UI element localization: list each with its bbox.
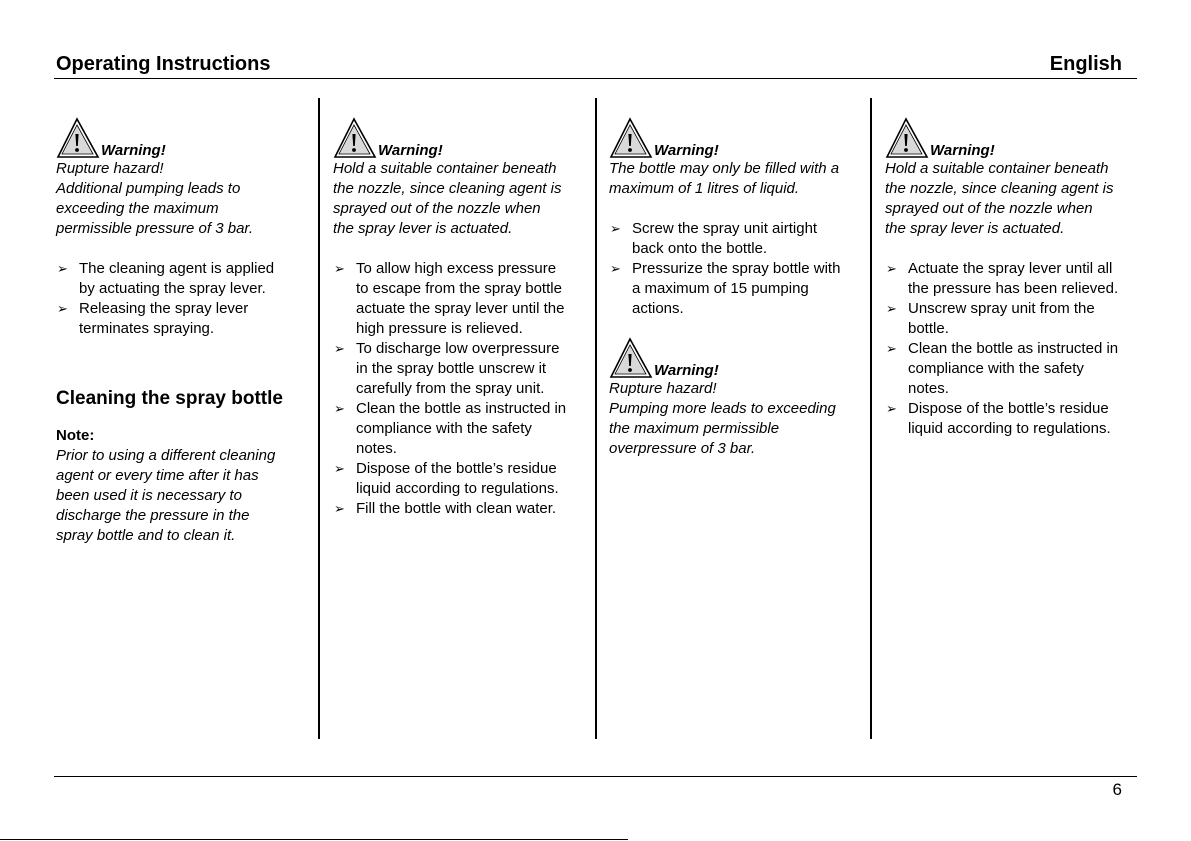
bullet-item — [609, 219, 859, 259]
bullet-item — [333, 339, 583, 399]
warning-label: Warning! — [101, 142, 166, 159]
note-text: discharge the pressure in the — [56, 507, 250, 524]
bullet-line: notes. — [908, 380, 949, 397]
header-rule — [54, 78, 1137, 79]
warning-triangle-icon — [56, 117, 100, 159]
column-1 — [56, 117, 306, 546]
bullet-line: The cleaning agent is applied — [79, 260, 275, 277]
warning-text: Rupture hazard! — [56, 160, 164, 177]
bullet-item — [333, 499, 583, 519]
bullet-line: To allow high excess pressure — [356, 260, 557, 277]
note-label: Note: — [56, 427, 95, 444]
bullet-line: liquid according to regulations. — [356, 480, 559, 497]
arrow-bullet-icon: ➢ — [610, 221, 621, 236]
bullet-line: Dispose of the bottle’s residue — [908, 400, 1109, 417]
warning-text: the nozzle, since cleaning agent is — [333, 180, 562, 197]
bullet-line: to escape from the spray bottle — [356, 280, 562, 297]
bullet-line: Releasing the spray lever — [79, 300, 249, 317]
warning-text: Pumping more leads to exceeding — [609, 400, 836, 417]
bullet-item — [885, 259, 1135, 299]
bullet-line: Unscrew spray unit from the — [908, 300, 1095, 317]
page-title: Operating Instructions — [56, 53, 271, 75]
note-text: agent or every time after it has — [56, 467, 259, 484]
bullet-line: by actuating the spray lever. — [79, 280, 266, 297]
warning-label: Warning! — [654, 142, 719, 159]
warning-text: Rupture hazard! — [609, 380, 717, 397]
bullet-line: in the spray bottle unscrew it — [356, 360, 547, 377]
warning-label: Warning! — [378, 142, 443, 159]
warning-triangle-icon — [333, 117, 377, 159]
warning-text: the nozzle, since cleaning agent is — [885, 180, 1114, 197]
arrow-bullet-icon: ➢ — [334, 401, 345, 416]
bullet-list — [885, 259, 1135, 439]
warning-text: sprayed out of the nozzle when — [333, 200, 541, 217]
bullet-line: compliance with the safety — [356, 420, 532, 437]
warning-text: The bottle may only be filled with a — [609, 160, 840, 177]
column-divider — [595, 98, 597, 739]
column-divider — [318, 98, 320, 739]
warning-text: Additional pumping leads to — [56, 180, 241, 197]
bullet-list — [333, 259, 583, 519]
bullet-item — [56, 259, 306, 299]
warning-block — [56, 117, 306, 239]
warning-text: Hold a suitable container beneath — [885, 160, 1109, 177]
bullet-item — [333, 399, 583, 459]
note-block — [56, 426, 306, 546]
bullet-line: actuate the spray lever until the — [356, 300, 565, 317]
bullet-line: terminates spraying. — [79, 320, 215, 337]
bullet-line: Pressurize the spray bottle with — [632, 260, 841, 277]
column-3 — [609, 117, 859, 459]
arrow-bullet-icon: ➢ — [610, 261, 621, 276]
warning-text: maximum of 1 litres of liquid. — [609, 180, 800, 197]
bullet-line: a maximum of 15 pumping — [632, 280, 809, 297]
warning-text: permissible pressure of 3 bar. — [56, 220, 254, 237]
arrow-bullet-icon: ➢ — [334, 261, 345, 276]
warning-block — [333, 117, 583, 239]
bullet-item — [609, 259, 859, 319]
warning-label: Warning! — [930, 142, 995, 159]
arrow-bullet-icon: ➢ — [886, 301, 897, 316]
bullet-line: bottle. — [908, 320, 949, 337]
column-2 — [333, 117, 583, 519]
warning-block — [885, 117, 1135, 239]
arrow-bullet-icon: ➢ — [57, 301, 68, 316]
warning-label: Warning! — [654, 362, 719, 379]
bullet-line: Fill the bottle with clean water. — [356, 500, 557, 517]
bullet-line: high pressure is relieved. — [356, 320, 523, 337]
bullet-line: To discharge low overpressure — [356, 340, 560, 357]
bottom-edge-rule — [0, 839, 628, 840]
page-number: 6 — [1112, 780, 1122, 799]
bullet-line: Clean the bottle as instructed in — [356, 400, 567, 417]
bullet-item — [333, 259, 583, 339]
language-label: English — [1049, 53, 1122, 75]
bullet-line: Screw the spray unit airtight — [632, 220, 818, 237]
arrow-bullet-icon: ➢ — [886, 341, 897, 356]
warning-text: the spray lever is actuated. — [885, 220, 1065, 237]
bullet-item — [885, 339, 1135, 399]
bullet-item — [885, 299, 1135, 339]
arrow-bullet-icon: ➢ — [334, 501, 345, 516]
column-divider — [870, 98, 872, 739]
arrow-bullet-icon: ➢ — [334, 341, 345, 356]
warning-block — [609, 337, 859, 459]
bullet-line: carefully from the spray unit. — [356, 380, 545, 397]
warning-heading — [609, 337, 859, 379]
warning-heading — [885, 117, 1135, 159]
warning-text: Hold a suitable container beneath — [333, 160, 557, 177]
bullet-line: Actuate the spray lever until all — [908, 260, 1113, 277]
warning-heading — [333, 117, 583, 159]
section-heading: Cleaning the spray bottle — [56, 388, 283, 409]
bullet-list — [609, 219, 859, 319]
warning-text: overpressure of 3 bar. — [609, 440, 756, 457]
footer-rule — [54, 776, 1137, 777]
warning-heading — [56, 117, 306, 159]
warning-triangle-icon — [885, 117, 929, 159]
bullet-line: notes. — [356, 440, 397, 457]
arrow-bullet-icon: ➢ — [334, 461, 345, 476]
warning-triangle-icon — [609, 117, 653, 159]
arrow-bullet-icon: ➢ — [57, 261, 68, 276]
bullet-list — [56, 259, 306, 339]
warning-text: the spray lever is actuated. — [333, 220, 513, 237]
arrow-bullet-icon: ➢ — [886, 261, 897, 276]
note-text: spray bottle and to clean it. — [56, 527, 236, 544]
bullet-line: Clean the bottle as instructed in — [908, 340, 1119, 357]
warning-block — [609, 117, 859, 199]
warning-text: the maximum permissible — [609, 420, 780, 437]
bullet-item — [885, 399, 1135, 439]
bullet-line: liquid according to regulations. — [908, 420, 1111, 437]
bullet-item — [56, 299, 306, 339]
bullet-line: Dispose of the bottle’s residue — [356, 460, 557, 477]
bullet-line: the pressure has been relieved. — [908, 280, 1119, 297]
note-text: been used it is necessary to — [56, 487, 242, 504]
warning-text: sprayed out of the nozzle when — [885, 200, 1093, 217]
warning-heading — [609, 117, 859, 159]
bullet-line: actions. — [632, 300, 684, 317]
warning-triangle-icon — [609, 337, 653, 379]
arrow-bullet-icon: ➢ — [886, 401, 897, 416]
column-4 — [885, 117, 1135, 439]
note-text: Prior to using a different cleaning — [56, 447, 276, 464]
bullet-item — [333, 459, 583, 499]
bullet-line: back onto the bottle. — [632, 240, 768, 257]
bullet-line: compliance with the safety — [908, 360, 1084, 377]
warning-text: exceeding the maximum — [56, 200, 219, 217]
